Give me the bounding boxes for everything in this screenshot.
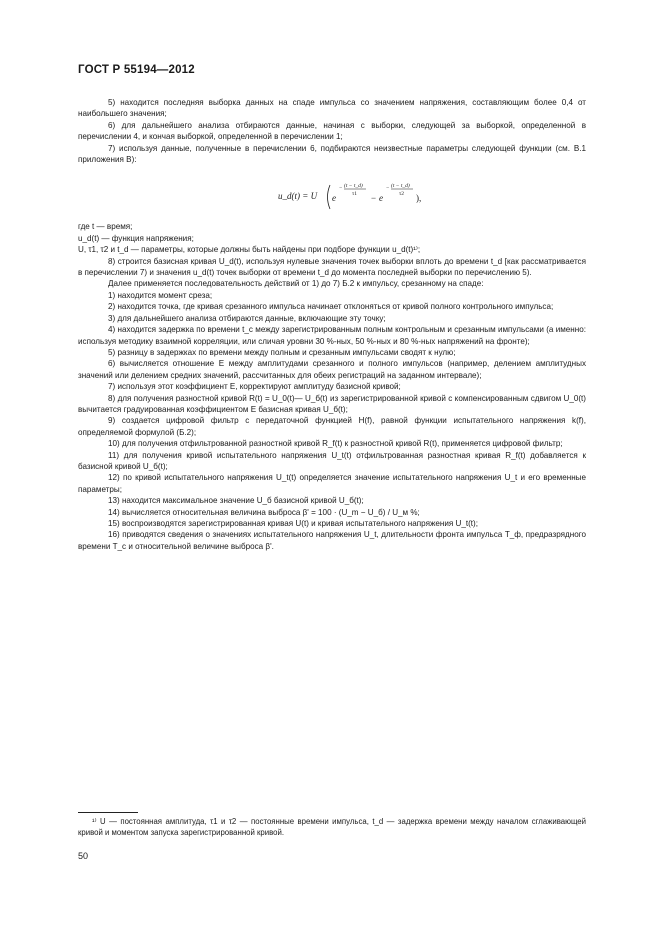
formula-exp-2-base: e — [379, 193, 383, 204]
step-12: 12) по кривой испытательного напряжения U_t(t) определяется значение испытательного напряжения U_t и его временные параметры; — [78, 473, 586, 494]
where-voltage-function: u_d(t) — функция напряжения; — [78, 233, 194, 243]
step-14: 14) вычисляется относительная величина выброса β' = 100 · (U_m − U_б) / U_м %; — [108, 507, 420, 517]
where-time: где t — время; — [78, 222, 133, 232]
step-5: 5) разницу в задержках по времени между полным и срезанным импульсами сводят к нулю; — [108, 347, 456, 357]
formula-block — [78, 165, 586, 221]
formula-exp-2-num: (t − t_d) — [391, 183, 410, 190]
document-body — [78, 97, 586, 552]
formula-exp-1-num: (t − t_d) — [344, 183, 363, 190]
document-header: ГОСТ Р 55194—2012 — [78, 64, 195, 76]
paragraph-intro: Далее применяется последовательность действий от 1) до 7) Б.2 к импульсу, срезанному на спаде: — [108, 279, 484, 289]
step-7: 7) используя этот коэффициент E, корректируют амплитуду базисной кривой; — [108, 382, 401, 392]
step-4: 4) находится задержка по времени t_c между зарегистрированным полным контрольным и срезанным импульсами (а именно: используя методику взаимной корреляции, или сличая уровни 30 %-ных, 50 %-ных и 80 %-ных напряжений на фронте); — [78, 325, 586, 346]
step-15: 15) воспроизводятся зарегистрированная кривая U(t) и кривая испытательного напряжения U_t(t); — [108, 519, 478, 528]
paragraph-p5: 5) находится последняя выборка данных на спаде импульса со значением напряжения, составляющим более 0,4 от наибольшего значения; — [78, 98, 586, 119]
step-8: 8) для получения разностной кривой R(t) = U_0(t)— U_б(t) из зарегистрированной кривой с компенсированным сдвигом U_0(t) вычитается градуированная коэффициентом E базисная кривая U_б(t); — [78, 393, 586, 414]
step-3: 3) для дальнейшего анализа отбираются данные, включающие эту точку; — [108, 313, 386, 323]
formula-svg — [278, 167, 428, 219]
formula-exp-1-base: e — [332, 193, 336, 204]
footnote-divider — [78, 812, 138, 813]
step-9: 9) создается цифровой фильтр с передаточной функцией H(f), равной функции испытательного напряжения k(f), определяемой формулой (Б.2); — [78, 416, 586, 437]
formula-exp-1-den: τ1 — [352, 191, 357, 198]
step-1: 1) находится момент среза; — [108, 290, 213, 300]
paragraph-p8: 8) строится базисная кривая U_d(t), используя нулевые значения точек выборки вплоть до времени t_d [как рассматривается в перечислении 7) и значения u_d(t) точек выборки от времени t_d до момента последней выборки по перечислению 5). — [78, 256, 586, 278]
formula-lhs: u_d(t) = U — [278, 191, 318, 202]
page-number: 50 — [78, 851, 89, 861]
formula-exp-1-minus: − — [339, 185, 343, 192]
step-16: 16) приводятся сведения о значениях испытательного напряжения U_t, длительности фронта импульса T_ф, предразрядного времени T_c и относительной величине выброса β'. — [78, 530, 586, 551]
formula-open-paren — [328, 185, 331, 209]
formula-minus: − — [371, 193, 377, 204]
step-13: 13) находится максимальное значение U_б базисной кривой U_б(t); — [108, 496, 364, 506]
formula-exp-2-minus: − — [386, 185, 390, 192]
step-11: 11) для получения кривой испытательного напряжения U_t(t) отфильтрованная разностная кривая R_f(t) добавляется к базисной кривой U_б(t); — [78, 450, 586, 471]
paragraph-p6: 6) для дальнейшего анализа отбираются данные, начиная с выборки, следующей за выборкой, определенной в перечислении 4, и кончая выборкой, определенной в перечислении 1; — [78, 120, 586, 142]
paragraph-p7: 7) используя данные, полученные в перечислении 6, подбираются неизвестные параметры следующей функции (см. В.1 приложения В): — [78, 143, 586, 165]
formula-exp-2-den: τ2 — [399, 191, 404, 198]
where-parameters: U, τ1, τ2 и t_d — параметры, которые должны быть найдены при подборе функции u_d(t)¹⁾; — [78, 245, 421, 255]
step-6: 6) вычисляется отношение E между амплитудами срезанного и полного импульсов (например, делением амплитудных значений или делением средних значений, рассчитанных для обеих регистраций на заданном интервале); — [78, 359, 586, 380]
footnote: ¹⁾ U — постоянная амплитуда, τ1 и τ2 — постоянные времени импульса, t_d — задержка времени между началом сглаживающей кривой и моментом запуска зарегистрированной кривой. — [78, 817, 586, 837]
step-10: 10) для получения отфильтрованной разностной кривой R_f(t) к разностной кривой R(t), применяется цифровой фильтр; — [108, 439, 563, 449]
formula-close: ), — [416, 193, 422, 204]
step-2: 2) находится точка, где кривая срезанного импульса начинает отклоняться от кривой полного контрольного импульса; — [108, 302, 554, 312]
